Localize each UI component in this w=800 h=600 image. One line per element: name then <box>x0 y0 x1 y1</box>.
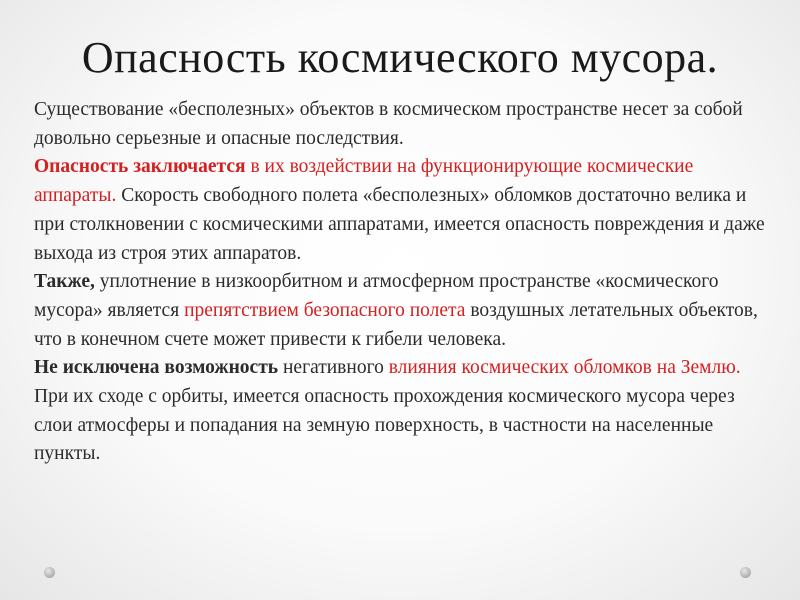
slide-body <box>34 96 774 469</box>
also-highlight: препятствием безопасного полета <box>184 299 466 321</box>
possibility-text-end: При их сходе с орбиты, имеется опасность прохождения космического мусора через слои атмосферы и попадания на земную поверхность, в частности на населенные пункты. <box>34 386 735 465</box>
also-text-end: воздушных летательных объектов, что в конечном счете может привести к гибели человека. <box>34 299 758 350</box>
also-text: уплотнение в низкоорбитном и атмосферном пространстве «космического мусора» является <box>34 271 719 321</box>
possibility-text: негативного <box>278 357 389 379</box>
decorative-dot-left <box>44 567 55 578</box>
also-heading: Также, <box>34 271 95 293</box>
paragraph-possibility <box>34 354 774 469</box>
paragraph-existence <box>34 96 774 153</box>
paragraph-existence-text: Существование «бесполезных» объектов в космическом пространстве несет за собой довольно серьезные и опасные последствия. <box>34 99 743 149</box>
danger-heading: Опасность заключается <box>34 156 246 178</box>
paragraph-danger <box>34 153 774 268</box>
slide-title: Опасность космического мусора. <box>81 33 719 82</box>
decorative-dot-right <box>740 567 751 578</box>
possibility-highlight: влияния космических обломков на Землю. <box>388 357 741 379</box>
danger-highlight: в их воздействии на функционирующие космические аппараты. <box>34 156 694 207</box>
paragraph-also <box>34 268 774 354</box>
danger-text: Скорость свободного полета «бесполезных» обломков достаточно велика и при столкновении с космическими аппаратами, имеется опасность повреждения и даже выхода из строя этих аппаратов. <box>34 185 765 264</box>
possibility-heading: Не исключена возможность <box>34 357 279 379</box>
